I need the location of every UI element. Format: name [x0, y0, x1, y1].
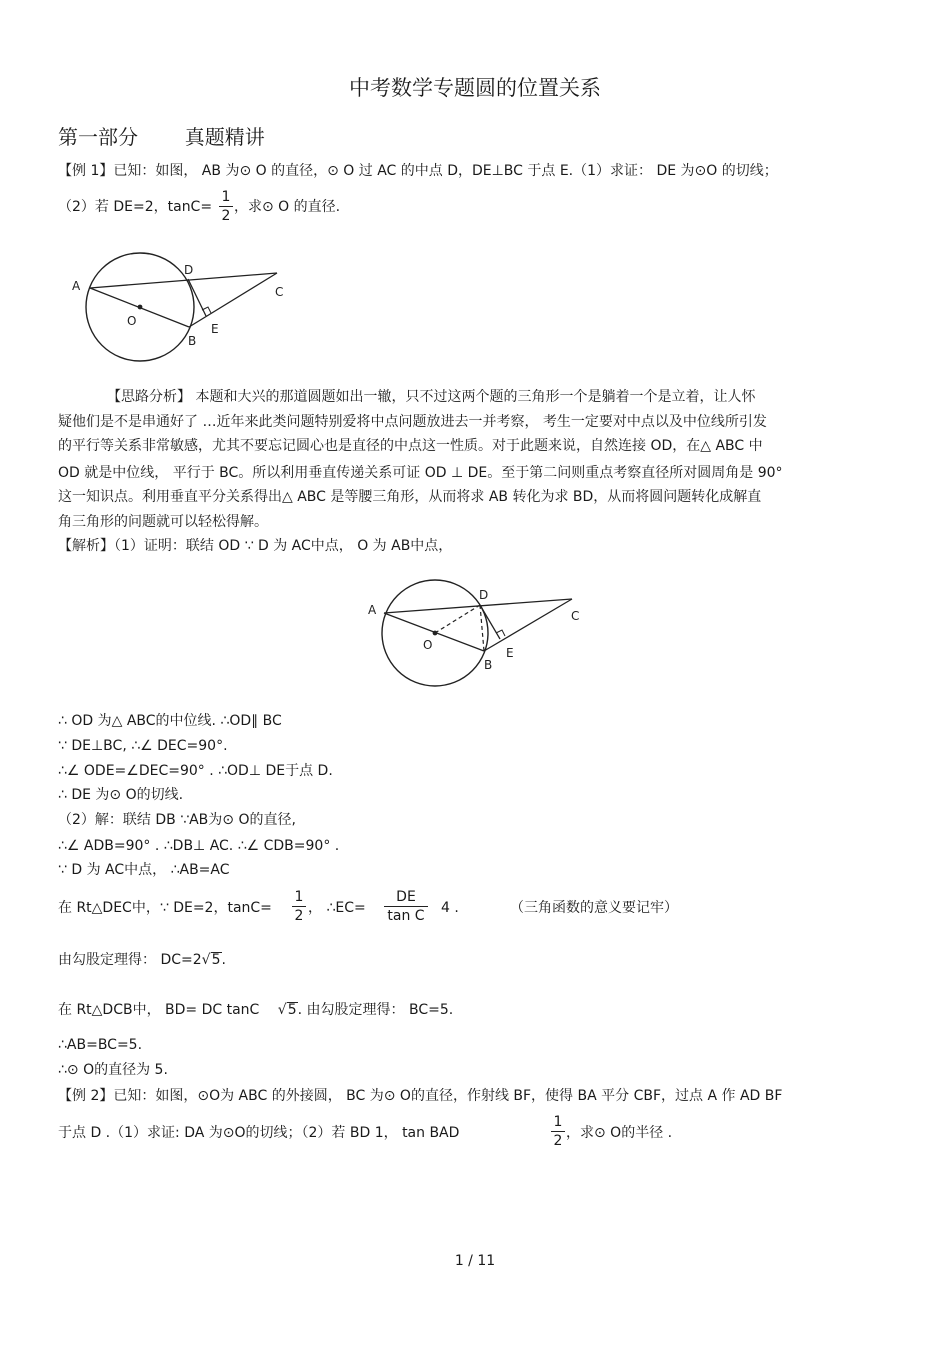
- pythagoras-dc-end: .: [221, 952, 226, 968]
- tan-fraction: [292, 889, 306, 924]
- fraction-numerator: DE: [396, 889, 416, 905]
- figure-2: [360, 578, 600, 706]
- label-o: O: [127, 314, 137, 328]
- example2-fraction: [551, 1114, 565, 1149]
- fraction-denominator: 2: [553, 1133, 563, 1149]
- label-e: E: [506, 646, 514, 660]
- analysis-line-3: 的平行等关系非常敏感，尤其不要忘记圆心也是直径的中点这一性质。对于此题来说，自然连接 OD，在△ ABC 中: [58, 438, 763, 454]
- example1-line2a: （2）若 DE=2，tanC=: [58, 199, 213, 215]
- label-o: O: [423, 638, 433, 652]
- fraction-bar: [384, 906, 428, 907]
- example1-line1: 【例 1】已知：如图， AB 为⊙ O 的直径，⊙ O 过 AC 的中点 D，DE⊥BC 于点 E.（1）求证： DE 为⊙O 的切线；: [58, 163, 778, 179]
- label-d: D: [184, 263, 194, 277]
- analysis-line-4: OD 就是中位线， 平行于 BC。所以利用垂直传递关系可证 OD ⊥ DE。至于第二问则重点考察直径所对圆周角是 90°: [58, 465, 783, 481]
- fraction-bar: [551, 1131, 565, 1132]
- step-3: ∴∠ ODE=∠DEC=90° . ∴OD⊥ DE于点 D.: [58, 763, 333, 779]
- step-7: ∵ D 为 AC中点， ∴AB=AC: [58, 862, 230, 878]
- section-heading: [58, 121, 265, 150]
- fraction-denominator: 2: [221, 208, 231, 224]
- example1-fraction: [219, 189, 233, 224]
- step-5: （2）解：联结 DB ∵AB为⊙ O的直径,: [58, 812, 296, 828]
- step-2: ∵ DE⊥BC, ∴∠ DEC=90°.: [58, 738, 228, 754]
- rt-dcb-end: . 由勾股定理得： BC=5.: [297, 1002, 454, 1018]
- example2-line2b: ，求⊙ O的半径 .: [566, 1125, 673, 1141]
- label-e: E: [211, 322, 219, 336]
- pythagoras-dc-text: 由勾股定理得： DC=2: [58, 952, 202, 968]
- section-subtitle: 真题精讲: [184, 125, 265, 149]
- conclusion-2: ∴⊙ O的直径为 5.: [58, 1062, 168, 1078]
- example2-line2a: 于点 D .（1）求证: DA 为⊙O的切线；（2）若 BD 1， tan BAD: [58, 1125, 460, 1141]
- section-name: 第一部分: [58, 125, 138, 149]
- analysis-line-6: 角三角形的问题就可以轻松得解。: [58, 514, 268, 530]
- label-c: C: [571, 609, 580, 623]
- example2-line1: 【例 2】已知：如图，⊙O为 ABC 的外接圆， BC 为⊙ O的直径，作射线 BF，使得 BA 平分 CBF，过点 A 作 AD BF: [58, 1088, 783, 1104]
- label-a: A: [72, 279, 81, 293]
- fraction-numerator: 1: [553, 1114, 563, 1130]
- fraction-bar: [219, 206, 233, 207]
- ec-fraction: [384, 889, 428, 924]
- label-b: B: [188, 334, 197, 348]
- sqrt-sign: √: [277, 1002, 287, 1018]
- sqrt-radicand: 5: [211, 952, 221, 968]
- fraction-denominator: 2: [294, 908, 304, 924]
- pythagoras-dc: [58, 951, 226, 969]
- figure-1: [60, 250, 300, 375]
- page-number: 1 / 11: [454, 1253, 496, 1269]
- fraction-numerator: 1: [294, 889, 304, 905]
- example1-line2b: ，求⊙ O 的直径.: [234, 199, 341, 215]
- rt-dec-text: 在 Rt△DEC中，∵ DE=2，tanC=: [58, 900, 272, 916]
- rt-dcb-line: [58, 1001, 453, 1019]
- ec-text: ， ∴EC=: [308, 900, 366, 916]
- solution-heading: 【解析】（1）证明：联结 OD ∵ D 为 AC中点， O 为 AB中点，: [58, 538, 453, 554]
- label-b: B: [484, 658, 493, 672]
- step-4: ∴ DE 为⊙ O的切线.: [58, 787, 184, 803]
- fraction-bar: [292, 906, 306, 907]
- line-bc: [484, 599, 572, 651]
- analysis-line-2: 疑他们是不是串通好了 …近年来此类问题特别爱将中点问题放进去一并考察， 考生一定要对中点以及中位线所引发: [58, 414, 767, 430]
- side-note: （三角函数的意义要记牢）: [510, 900, 678, 916]
- fraction-numerator: 1: [221, 189, 231, 205]
- step-6: ∴∠ ADB=90° . ∴DB⊥ AC. ∴∠ CDB=90° .: [58, 838, 340, 854]
- analysis-line-5: 这一知识点。利用垂直平分关系得出△ ABC 是等腰三角形，从而将求 AB 转化为求 BD，从而将圆问题转化成解直: [58, 489, 762, 505]
- conclusion-1: ∴AB=BC=5.: [58, 1037, 143, 1053]
- label-d: D: [479, 588, 489, 602]
- center-point: [433, 631, 438, 636]
- analysis-line-1: 【思路分析】 本题和大兴的那道圆题如出一辙，只不过这两个题的三角形一个是躺着一个是立着，让人怀: [107, 389, 756, 405]
- line-de: [188, 279, 206, 316]
- step-1: ∴ OD 为△ ABC的中位线. ∴OD∥ BC: [58, 713, 282, 729]
- line-bc: [189, 273, 277, 327]
- center-point: [138, 305, 143, 310]
- page-title: 中考数学专题圆的位置关系: [349, 76, 601, 100]
- fraction-denominator: tan C: [387, 908, 425, 924]
- label-c: C: [275, 285, 284, 299]
- ec-value: 4 .: [441, 900, 459, 916]
- label-a: A: [368, 603, 377, 617]
- sqrt-radicand: 5: [287, 1002, 297, 1018]
- rt-dcb-text: 在 Rt△DCB中， BD= DC tanC: [58, 1002, 260, 1018]
- sqrt-sign: √: [201, 952, 211, 968]
